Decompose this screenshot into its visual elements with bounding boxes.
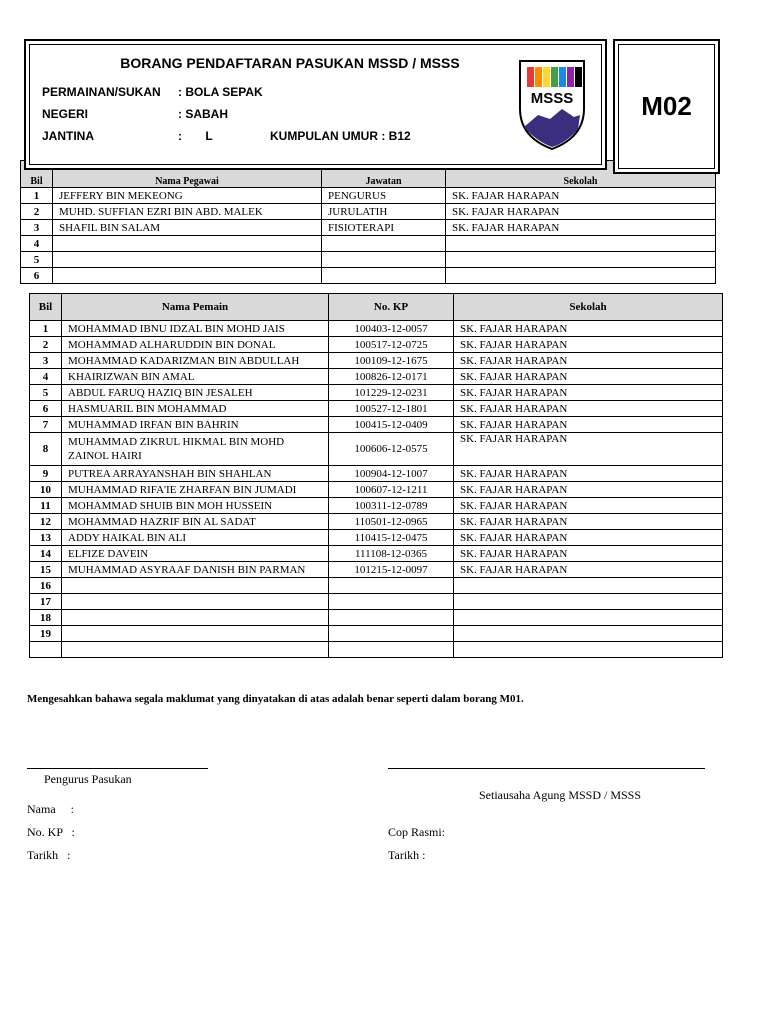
- sport-label: PERMAINAN/SUKAN: [42, 85, 161, 99]
- col-header: No. KP: [329, 294, 454, 321]
- cell-no: 4: [30, 369, 62, 385]
- cell-kp: 110501-12-0965: [329, 514, 454, 530]
- logo-stripe: [567, 67, 574, 87]
- col-header: Nama Pegawai: [53, 161, 322, 188]
- sport-value: : BOLA SEPAK: [178, 85, 263, 99]
- player-row: [30, 578, 723, 594]
- player-row: [30, 562, 723, 578]
- cell-kp: [329, 626, 454, 642]
- cell-kp: 100826-12-0171: [329, 369, 454, 385]
- official-row: [21, 220, 716, 236]
- date-label: Tarikh :: [27, 848, 71, 862]
- players-header-row: [30, 294, 723, 321]
- cell-school: SK. FAJAR HARAPAN: [454, 530, 723, 546]
- cell-position: FISIOTERAPI: [322, 220, 446, 236]
- cell-kp: 100527-12-1801: [329, 401, 454, 417]
- player-row: [30, 514, 723, 530]
- cell-school: SK. FAJAR HARAPAN: [454, 433, 723, 466]
- cell-kp: [329, 610, 454, 626]
- player-row: [30, 401, 723, 417]
- cell-no: 7: [30, 417, 62, 433]
- player-row: [30, 337, 723, 353]
- cell-position: PENGURUS: [322, 188, 446, 204]
- player-row: [30, 482, 723, 498]
- cell-no: 19: [30, 626, 62, 642]
- state-row: [42, 107, 228, 121]
- cell-no: 8: [30, 433, 62, 466]
- official-row: [21, 252, 716, 268]
- cell-school: [454, 610, 723, 626]
- cell-school: SK. FAJAR HARAPAN: [454, 482, 723, 498]
- cell-name: [62, 594, 329, 610]
- declaration-text: Mengesahkan bahawa segala maklumat yang dinyatakan di atas adalah benar seperti dalam borang M01.: [27, 693, 524, 705]
- cell-school: SK. FAJAR HARAPAN: [454, 546, 723, 562]
- cell-kp: 100403-12-0057: [329, 321, 454, 337]
- cell-no: 14: [30, 546, 62, 562]
- cell-kp: [329, 594, 454, 610]
- cell-no: 3: [21, 220, 53, 236]
- cell-no: 5: [30, 385, 62, 401]
- player-row: [30, 417, 723, 433]
- cell-name: ABDUL FARUQ HAZIQ BIN JESALEH: [62, 385, 329, 401]
- cell-position: [322, 236, 446, 252]
- logo-stripe: [559, 67, 566, 87]
- cell-name: MUHAMMAD ZIKRUL HIKMAL BIN MOHD ZAINOL HAIRI: [62, 433, 329, 466]
- cell-kp: [329, 578, 454, 594]
- cell-name: MOHAMMAD IBNU IDZAL BIN MOHD JAIS: [62, 321, 329, 337]
- cell-name: MUHAMMAD RIFA'IE ZHARFAN BIN JUMADI: [62, 482, 329, 498]
- cell-kp: 100311-12-0789: [329, 498, 454, 514]
- cell-school: [454, 578, 723, 594]
- official-row: [21, 204, 716, 220]
- cell-school: SK. FAJAR HARAPAN: [454, 514, 723, 530]
- cell-school: SK. FAJAR HARAPAN: [454, 401, 723, 417]
- form-code-box: [613, 39, 720, 174]
- cell-name: KHAIRIZWAN BIN AMAL: [62, 369, 329, 385]
- player-row: [30, 385, 723, 401]
- cell-name: HASMUARIL BIN MOHAMMAD: [62, 401, 329, 417]
- logo-text: MSSS: [530, 90, 574, 107]
- cell-name: [53, 268, 322, 284]
- cell-school: SK. FAJAR HARAPAN: [454, 562, 723, 578]
- player-row: [30, 498, 723, 514]
- col-header: Bil: [21, 161, 53, 188]
- cell-school: SK. FAJAR HARAPAN: [454, 466, 723, 482]
- cell-no: 17: [30, 594, 62, 610]
- state-value: : SABAH: [178, 107, 228, 121]
- cell-name: [62, 642, 329, 658]
- cell-name: ADDY HAIKAL BIN ALI: [62, 530, 329, 546]
- sport-row: [42, 85, 263, 99]
- cell-school: SK. FAJAR HARAPAN: [446, 220, 716, 236]
- official-row: [21, 268, 716, 284]
- stamp-label: Cop Rasmi:: [388, 825, 446, 839]
- player-row: [30, 642, 723, 658]
- cell-school: SK. FAJAR HARAPAN: [454, 417, 723, 433]
- logo-stripe: [535, 67, 542, 87]
- cell-kp: 100607-12-1211: [329, 482, 454, 498]
- cell-kp: 100109-12-1675: [329, 353, 454, 369]
- cell-school: [446, 252, 716, 268]
- cell-no: 3: [30, 353, 62, 369]
- cell-no: 13: [30, 530, 62, 546]
- cell-no: 6: [21, 268, 53, 284]
- logo-stripe: [575, 67, 582, 87]
- cell-school: SK. FAJAR HARAPAN: [454, 321, 723, 337]
- cell-name: ELFIZE DAVEIN: [62, 546, 329, 562]
- cell-school: SK. FAJAR HARAPAN: [454, 385, 723, 401]
- cell-no: [30, 642, 62, 658]
- player-row: [30, 626, 723, 642]
- kp-label: No. KP :: [27, 825, 75, 839]
- cell-name: SHAFIL BIN SALAM: [53, 220, 322, 236]
- col-header: Jawatan: [322, 161, 446, 188]
- player-row: [30, 369, 723, 385]
- logo-stripe: [543, 67, 550, 87]
- cell-name: [53, 252, 322, 268]
- cell-no: 11: [30, 498, 62, 514]
- col-header: Sekolah: [446, 161, 716, 188]
- form-header: [24, 39, 607, 170]
- cell-no: 4: [21, 236, 53, 252]
- player-row: [30, 594, 723, 610]
- cell-name: MUHAMMAD IRFAN BIN BAHRIN: [62, 417, 329, 433]
- player-row: [30, 610, 723, 626]
- cell-name: [53, 236, 322, 252]
- manager-role: Pengurus Pasukan: [44, 772, 132, 786]
- cell-position: [322, 268, 446, 284]
- cell-name: MOHAMMAD ALHARUDDIN BIN DONAL: [62, 337, 329, 353]
- cell-school: SK. FAJAR HARAPAN: [454, 337, 723, 353]
- cell-name: MUHAMMAD ASYRAAF DANISH BIN PARMAN: [62, 562, 329, 578]
- cell-name: JEFFERY BIN MEKEONG: [53, 188, 322, 204]
- official-row: [21, 188, 716, 204]
- col-header: Sekolah: [454, 294, 723, 321]
- cell-school: [454, 642, 723, 658]
- col-header: Nama Pemain: [62, 294, 329, 321]
- logo-color-stripes: [527, 67, 582, 87]
- cell-no: 2: [21, 204, 53, 220]
- col-header: Bil: [30, 294, 62, 321]
- cell-school: SK. FAJAR HARAPAN: [446, 188, 716, 204]
- cell-school: [454, 594, 723, 610]
- gender-value: : L: [178, 129, 213, 143]
- official-row: [21, 236, 716, 252]
- gender-label: JANTINA: [42, 129, 95, 143]
- player-row: [30, 321, 723, 337]
- cell-no: 18: [30, 610, 62, 626]
- officials-table: [20, 160, 716, 284]
- cell-no: 9: [30, 466, 62, 482]
- cell-no: 6: [30, 401, 62, 417]
- msss-logo-icon: [516, 57, 588, 153]
- cell-school: SK. FAJAR HARAPAN: [454, 353, 723, 369]
- cell-school: [454, 626, 723, 642]
- cell-name: MUHD. SUFFIAN EZRI BIN ABD. MALEK: [53, 204, 322, 220]
- form-code: M02: [618, 44, 715, 169]
- cell-no: 5: [21, 252, 53, 268]
- cell-no: 2: [30, 337, 62, 353]
- logo-stripe: [551, 67, 558, 87]
- players-table: [29, 293, 723, 658]
- cell-position: JURULATIH: [322, 204, 446, 220]
- cell-school: [446, 268, 716, 284]
- cell-no: 12: [30, 514, 62, 530]
- logo-stripe: [527, 67, 534, 87]
- cell-school: SK. FAJAR HARAPAN: [446, 204, 716, 220]
- cell-name: MOHAMMAD KADARIZMAN BIN ABDULLAH: [62, 353, 329, 369]
- age-group: KUMPULAN UMUR : B12: [270, 129, 411, 143]
- cell-no: 1: [21, 188, 53, 204]
- player-row: [30, 433, 723, 466]
- cell-name: MOHAMMAD SHUIB BIN MOH HUSSEIN: [62, 498, 329, 514]
- cell-kp: 100606-12-0575: [329, 433, 454, 466]
- cell-name: [62, 578, 329, 594]
- name-label: Nama :: [27, 802, 74, 816]
- cell-kp: 110415-12-0475: [329, 530, 454, 546]
- cell-kp: 101215-12-0097: [329, 562, 454, 578]
- player-row: [30, 530, 723, 546]
- cell-no: 10: [30, 482, 62, 498]
- manager-signature-line: [27, 768, 208, 769]
- cell-kp: 101229-12-0231: [329, 385, 454, 401]
- right-date-label: Tarikh :: [388, 848, 426, 862]
- state-label: NEGERI: [42, 107, 89, 121]
- cell-kp: [329, 642, 454, 658]
- cell-no: 1: [30, 321, 62, 337]
- form-title: BORANG PENDAFTARAN PASUKAN MSSD / MSSS: [120, 55, 460, 71]
- cell-school: [446, 236, 716, 252]
- cell-no: 16: [30, 578, 62, 594]
- gender-row: [42, 129, 411, 143]
- player-row: [30, 546, 723, 562]
- cell-name: PUTREA ARRAYANSHAH BIN SHAHLAN: [62, 466, 329, 482]
- cell-name: [62, 626, 329, 642]
- cell-no: 15: [30, 562, 62, 578]
- cell-position: [322, 252, 446, 268]
- player-row: [30, 353, 723, 369]
- cell-name: [62, 610, 329, 626]
- cell-kp: 100517-12-0725: [329, 337, 454, 353]
- cell-kp: 100904-12-1007: [329, 466, 454, 482]
- secretary-signature-line: [388, 768, 705, 769]
- cell-name: MOHAMMAD HAZRIF BIN AL SADAT: [62, 514, 329, 530]
- cell-school: SK. FAJAR HARAPAN: [454, 369, 723, 385]
- secretary-role: Setiausaha Agung MSSD / MSSS: [479, 788, 642, 802]
- player-row: [30, 466, 723, 482]
- cell-kp: 111108-12-0365: [329, 546, 454, 562]
- cell-kp: 100415-12-0409: [329, 417, 454, 433]
- cell-school: SK. FAJAR HARAPAN: [454, 498, 723, 514]
